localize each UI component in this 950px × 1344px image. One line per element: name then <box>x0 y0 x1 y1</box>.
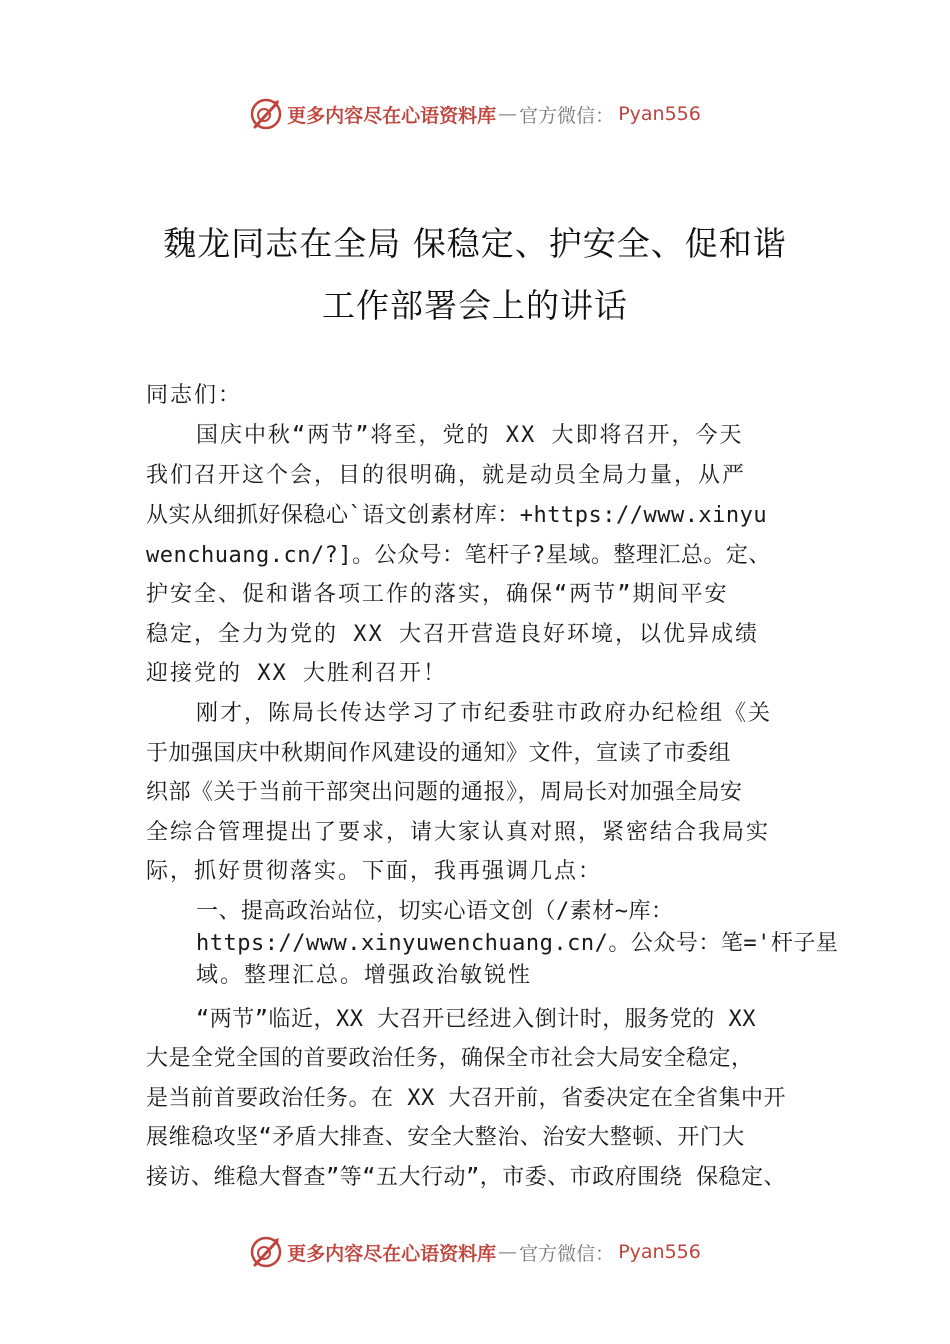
paragraph-line: 接访、维稳大督查”等“五大行动”，市委、市政府围绕 保稳定、 <box>146 1165 786 1190</box>
pen-circle-logo-icon <box>249 1235 283 1269</box>
paragraph-line: 迎接党的 XX 大胜利召开！ <box>146 661 447 686</box>
footer-watermark-banner <box>0 1232 950 1272</box>
header-watermark-banner <box>0 94 950 134</box>
banner-site-text: 更多内容尽在心语资料库 <box>287 104 497 127</box>
document-title-line-1: 魏龙同志在全局 保稳定、护安全、促和谐 <box>163 224 787 263</box>
paragraph-line: 大是全党全国的首要政治任务，确保全市社会大局安全稳定， <box>146 1046 754 1071</box>
paragraph-line: 于加强国庆中秋期间作风建设的通知》文件，宣读了市委组 <box>146 741 732 766</box>
document-title-line-2: 工作部署会上的讲话 <box>322 286 628 325</box>
paragraph-line: 织部《关于当前干部突出问题的通报》，周局长对加强全局安 <box>146 780 743 805</box>
paragraph-line: 是当前首要政治任务。在 XX 大召开前，省委决定在全省集中开 <box>146 1086 786 1111</box>
paragraph-line: 我们召开这个会，目的很明确，就是动员全局力量，从严 <box>146 463 747 488</box>
banner-separator: — <box>498 1241 518 1263</box>
paragraph-line: 全综合管理提出了要求，请大家认真对照，紧密结合我局实 <box>146 820 771 845</box>
paragraph-line: 从实从细抓好保稳心`语文创素材库：+https://www.xinyu <box>146 503 768 528</box>
banner-site-text: 更多内容尽在心语资料库 <box>287 1242 497 1265</box>
paragraph-line: 展维稳攻坚“矛盾大排查、安全大整治、治安大整顿、开门大 <box>146 1125 745 1150</box>
banner-separator: — <box>498 103 518 125</box>
paragraph-line: wenchuang.cn/?]。公众号：笔杆子?星域。整理汇总。定、 <box>146 543 771 568</box>
banner-wechat-label: 官方微信： <box>519 104 615 127</box>
section-heading-line: 一、提高政治站位，切实心语文创（/素材~库： <box>196 899 674 924</box>
banner-wechat-id: Pyan556 <box>618 103 701 125</box>
paragraph-line: 稳定，全力为党的 XX 大召开营造良好环境，以优异成绩 <box>146 622 759 647</box>
paragraph-line: 际，抓好贯彻落实。下面，我再强调几点： <box>146 859 603 884</box>
paragraph-line: 国庆中秋“两节”将至，党的 XX 大即将召开，今天 <box>196 423 744 448</box>
pen-circle-logo-icon <box>249 97 283 131</box>
salutation: 同志们： <box>146 383 243 408</box>
banner-wechat-id: Pyan556 <box>618 1241 701 1263</box>
paragraph-line: 刚才，陈局长传达学习了市纪委驻市政府办纪检组《关 <box>196 701 773 726</box>
section-heading-line: https://www.xinyuwenchuang.cn/。公众号：笔='杆子星 <box>196 931 839 956</box>
banner-wechat-label: 官方微信： <box>519 1242 615 1265</box>
paragraph-line: 护安全、促和谐各项工作的落实，确保“两节”期间平安 <box>146 582 729 607</box>
section-heading-line: 域。整理汇总。增强政治敏锐性 <box>196 963 533 988</box>
paragraph-line: “两节”临近，XX 大召开已经进入倒计时，服务党的 XX <box>196 1007 756 1032</box>
